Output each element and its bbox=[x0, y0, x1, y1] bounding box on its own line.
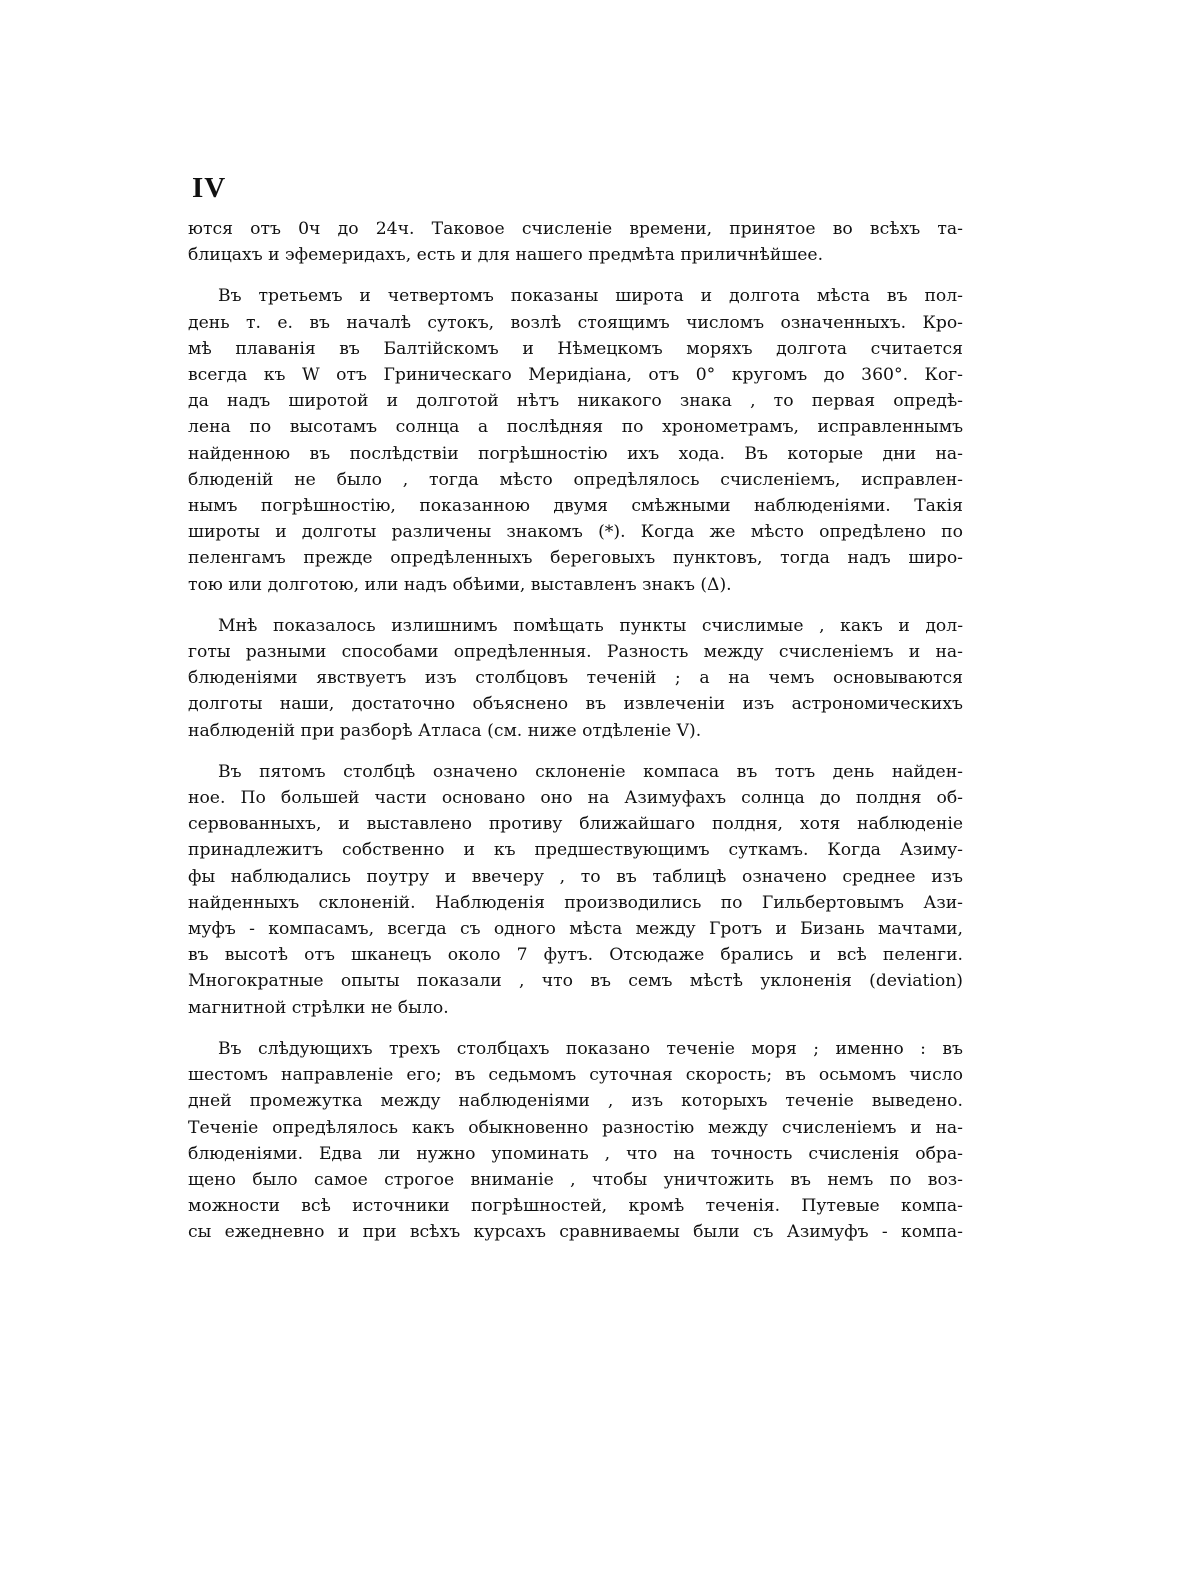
text-line: всегда къ W отъ Гриническаго Меридіана, отъ 0° кругомъ до 360°. Ког- bbox=[188, 365, 963, 386]
text-line: день т. е. въ началѣ сутокъ, возлѣ стоящимъ числомъ означенныхъ. Кро- bbox=[188, 312, 963, 333]
text-line: ное. По большей части основано оно на Азимуфахъ солнца до полдня об- bbox=[188, 788, 963, 809]
body-text bbox=[188, 216, 963, 1258]
paragraph-4 bbox=[188, 759, 963, 1021]
paragraph-1 bbox=[188, 216, 963, 268]
text-line: блицахъ и эфемеридахъ, есть и для нашего предмѣта приличнѣйшее. bbox=[188, 245, 824, 266]
text-line: блюденіями. Едва ли нужно упоминать , что на точность счисленія обра- bbox=[188, 1143, 963, 1164]
paragraph-2 bbox=[188, 283, 963, 597]
text-line: въ высотѣ отъ шканецъ около 7 футъ. Отсюдаже брались и всѣ пеленги. bbox=[188, 945, 963, 966]
paragraph-3 bbox=[188, 613, 963, 744]
text-line: Теченіе опредѣлялось какъ обыкновенно разностію между счисленіемъ и на- bbox=[188, 1117, 963, 1138]
text-line: найденною въ послѣдствіи погрѣшностію ихъ хода. Въ которые дни на- bbox=[188, 443, 963, 464]
text-line: наблюденій при разборѣ Атласа (см. ниже отдѣленіе V). bbox=[188, 720, 702, 741]
text-line: фы наблюдались поутру и ввечеру , то въ таблицѣ означено среднее изъ bbox=[188, 866, 963, 887]
text-line: лена по высотамъ солнца а послѣдняя по хронометрамъ, исправленнымъ bbox=[188, 417, 963, 438]
text-line: принадлежитъ собственно и къ предшествующимъ суткамъ. Когда Азиму- bbox=[188, 840, 963, 861]
text-line: долготы наши, достаточно объяснено въ извлеченіи изъ астрономическихъ bbox=[188, 694, 963, 715]
text-line: щено было самое строгое вниманіе , чтобы уничтожить въ немъ по воз- bbox=[188, 1169, 963, 1190]
page-number: IV bbox=[192, 172, 227, 204]
text-line: найденныхъ склоненій. Наблюденія производились по Гильбертовымъ Ази- bbox=[188, 892, 963, 913]
text-line: можности всѣ источники погрѣшностей, кромѣ теченія. Путевые компа- bbox=[188, 1196, 963, 1217]
text-line: шестомъ направленіе его; въ седьмомъ суточная скорость; въ осьмомъ число bbox=[188, 1065, 963, 1086]
text-line: Мнѣ показалось излишнимъ помѣщать пункты счислимые , какъ и дол- bbox=[218, 615, 963, 636]
text-line: Въ слѣдующихъ трехъ столбцахъ показано теченіе моря ; именно : въ bbox=[218, 1038, 963, 1059]
text-line: нымъ погрѣшностію, показанною двумя смѣжными наблюденіями. Такія bbox=[188, 496, 963, 517]
text-line: муфъ - компасамъ, всегда съ одного мѣста между Гротъ и Бизань мачтами, bbox=[188, 919, 963, 940]
text-line: дней промежутка между наблюденіями , изъ которыхъ теченіе выведено. bbox=[188, 1091, 963, 1112]
text-line: тою или долготою, или надъ обѣими, выставленъ знакъ (Δ). bbox=[188, 574, 732, 595]
text-line: Въ пятомъ столбцѣ означено склоненіе компаса въ тотъ день найден- bbox=[218, 761, 963, 782]
text-line: мѣ плаванія въ Балтійскомъ и Нѣмецкомъ моряхъ долгота считается bbox=[188, 338, 963, 359]
text-line: магнитной стрѣлки не было. bbox=[188, 997, 449, 1018]
text-line: Многократные опыты показали , что въ семъ мѣстѣ уклоненія (deviation) bbox=[188, 971, 963, 992]
text-line: пеленгамъ прежде опредѣленныхъ береговыхъ пунктовъ, тогда надъ широ- bbox=[188, 548, 963, 569]
text-line: сервованныхъ, и выставлено противу ближайшаго полдня, хотя наблюденіе bbox=[188, 814, 963, 835]
text-line: блюденій не было , тогда мѣсто опредѣлялось счисленіемъ, исправлен- bbox=[188, 469, 963, 490]
text-line: сы ежедневно и при всѣхъ курсахъ сравниваемы были съ Азимуфъ - компа- bbox=[188, 1222, 963, 1243]
text-line: Въ третьемъ и четвертомъ показаны широта и долгота мѣста въ пол- bbox=[218, 286, 963, 307]
text-line: широты и долготы различены знакомъ (*). Когда же мѣсто опредѣлено по bbox=[188, 522, 963, 543]
text-line: да надъ широтой и долготой нѣтъ никакого знака , то первая опредѣ- bbox=[188, 391, 963, 412]
text-line: ются отъ 0ч до 24ч. Таковое счисленіе времени, принятое во всѣхъ та- bbox=[188, 219, 963, 239]
paragraph-5 bbox=[188, 1036, 963, 1246]
text-line: готы разными способами опредѣленныя. Разность между счисленіемъ и на- bbox=[188, 642, 963, 663]
text-line: блюденіями явствуетъ изъ столбцовъ теченій ; а на чемъ основываются bbox=[188, 668, 963, 689]
